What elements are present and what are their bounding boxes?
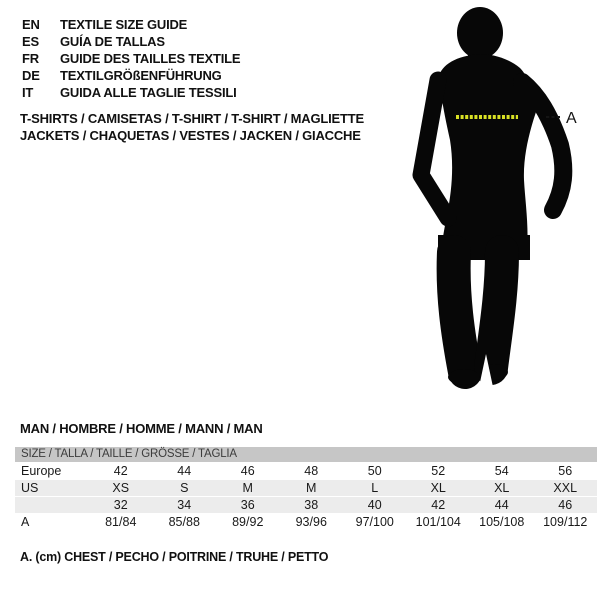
man-silhouette-svg: [390, 0, 600, 400]
size-cell: 42: [113, 464, 128, 478]
size-cell: 52: [431, 464, 446, 478]
language-code: ES: [22, 34, 39, 49]
size-cell: M: [306, 481, 317, 495]
size-cell: 44: [177, 464, 192, 478]
language-label: GUIDE DES TAILLES TEXTILE: [60, 51, 241, 66]
language-label: TEXTILE SIZE GUIDE: [60, 17, 188, 32]
size-cell: 44: [494, 498, 509, 512]
size-cell: XL: [430, 481, 446, 495]
size-cell: 85/88: [168, 515, 200, 529]
size-cell: 40: [367, 498, 382, 512]
size-cell: 101/104: [415, 515, 461, 529]
language-row: [22, 84, 240, 101]
language-label: GUIDA ALLE TAGLIE TESSILI: [60, 85, 237, 100]
measure-label-a: A: [566, 110, 577, 127]
size-cell: L: [371, 481, 379, 495]
size-cell: 97/100: [355, 515, 394, 529]
size-cell: 56: [558, 464, 573, 478]
size-cell: 42: [431, 498, 446, 512]
category-jackets: JACKETS / CHAQUETAS / VESTES / JACKEN / GIACCHE: [20, 128, 361, 143]
size-cell: XXL: [553, 481, 578, 495]
section-title-man: MAN / HOMBRE / HOMME / MANN / MAN: [20, 421, 263, 436]
size-cell: 38: [304, 498, 319, 512]
size-cell: 109/112: [543, 515, 588, 529]
language-code: IT: [22, 85, 34, 100]
row-label: US: [21, 481, 39, 495]
row-label: A: [21, 515, 30, 529]
size-cell: XS: [112, 481, 130, 495]
size-table: [15, 447, 597, 531]
language-code: EN: [22, 17, 40, 32]
measurement-footnote: A. (cm) CHEST / PECHO / POITRINE / TRUHE / PETTO: [20, 550, 329, 564]
language-label: TEXTILGRÖßENFÜHRUNG: [60, 68, 222, 83]
language-row: [22, 16, 240, 33]
size-cell: 50: [367, 464, 382, 478]
man-silhouette: [421, 7, 563, 385]
size-cell: 36: [240, 498, 255, 512]
size-cell: 32: [113, 498, 128, 512]
size-cell: 89/92: [232, 515, 264, 529]
table-row-chest-a: [15, 514, 597, 531]
language-row: [22, 50, 240, 67]
size-cell: 81/84: [105, 515, 137, 529]
size-cell: 93/96: [295, 515, 327, 529]
table-row-us: [15, 480, 597, 497]
size-cell: 54: [494, 464, 509, 478]
man-silhouette-figure: [390, 0, 600, 400]
category-list: [20, 110, 364, 144]
back-leg-shape: [491, 252, 502, 368]
language-label: GUÍA DE TALLAS: [60, 34, 165, 49]
size-cell: 46: [558, 498, 573, 512]
size-cell: 105/108: [479, 515, 525, 529]
language-row: [22, 33, 240, 50]
language-list: [22, 16, 240, 101]
front-leg-shape: [454, 252, 465, 372]
language-code: DE: [22, 68, 40, 83]
size-cell: 48: [304, 464, 319, 478]
size-cell: M: [242, 481, 253, 495]
table-row-us-numeric: [15, 497, 597, 514]
row-label: Europe: [21, 464, 62, 478]
size-cell: 46: [240, 464, 255, 478]
size-cell: XL: [494, 481, 510, 495]
right-arm-shape: [522, 82, 563, 210]
language-row: [22, 67, 240, 84]
front-foot-shape: [448, 369, 480, 385]
size-cell: 34: [177, 498, 192, 512]
table-row-europe: [15, 463, 597, 480]
size-table-header: SIZE / TALLA / TAILLE / GRÖSSE / TAGLIA: [15, 447, 597, 462]
language-code: FR: [22, 51, 39, 66]
category-tshirts: T-SHIRTS / CAMISETAS / T-SHIRT / T-SHIRT / MAGLIETTE: [20, 111, 364, 126]
size-cell: S: [180, 481, 189, 495]
